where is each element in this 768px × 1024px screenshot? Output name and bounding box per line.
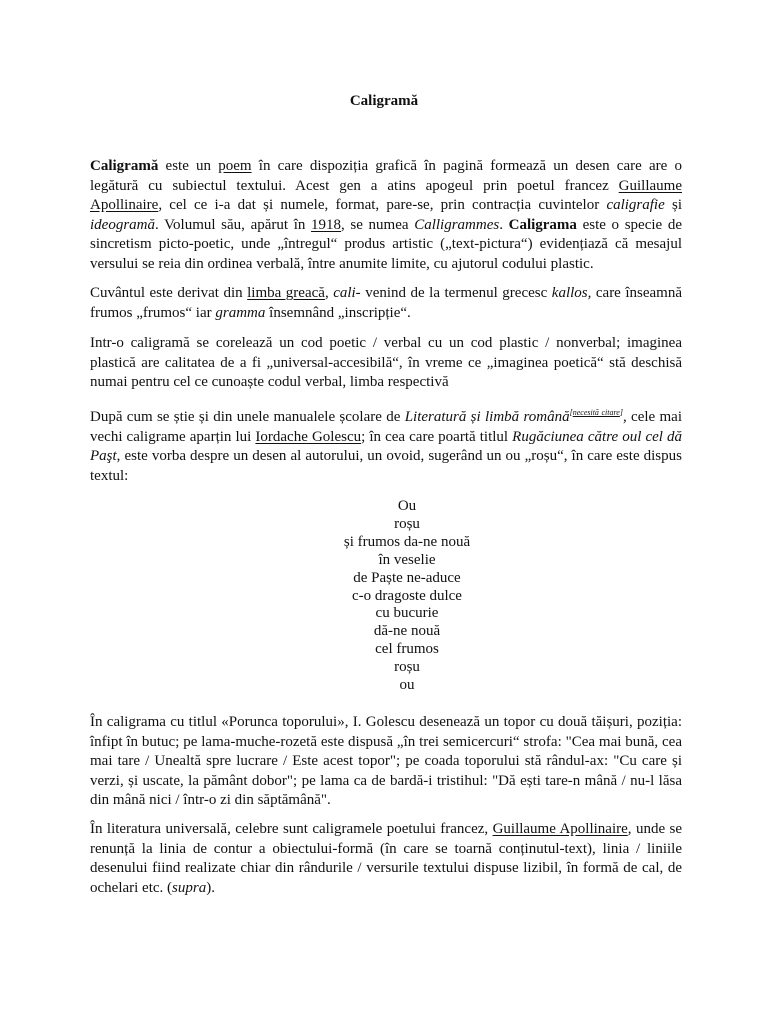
link-poem[interactable]: poem bbox=[218, 158, 252, 174]
italic-term: cali- bbox=[333, 285, 361, 301]
text-run: În literatura universală, celebre sunt caligramele poetului francez, bbox=[90, 821, 493, 837]
paragraph-porunca-toporului bbox=[90, 713, 682, 811]
poem-line: roșu bbox=[394, 515, 420, 532]
document-title: Caligramă bbox=[349, 93, 419, 109]
italic-term: kallos, bbox=[551, 285, 592, 301]
text-run: , cel ce i-a dat și numele, format, pare-se, prin contracția cuvintelor bbox=[158, 197, 607, 214]
poem-line: cel frumos bbox=[375, 641, 439, 658]
text-run: este o specie de sincretism picto-poetic, unde „întregul“ produs artistic („text-pictura“) evidențiază că mesajul versului se reia din ordinea verbală, între anumite limite, cu ajutorul codului plastic. bbox=[90, 216, 682, 272]
italic-term: ideogramă bbox=[90, 216, 155, 233]
citation-bracket: [ bbox=[569, 408, 573, 417]
link-guillaume-apollinaire[interactable]: Guillaume Apollinaire bbox=[90, 177, 682, 214]
poem-line: de Paște ne-aduce bbox=[353, 569, 461, 586]
text-run: și bbox=[664, 197, 682, 214]
citation-bracket: ] bbox=[619, 408, 623, 417]
paragraph-definition bbox=[90, 157, 682, 275]
bold-term: Caligrama bbox=[508, 216, 577, 233]
link-limba-greaca[interactable]: limba greacă bbox=[247, 285, 325, 301]
text-run: . bbox=[499, 216, 509, 233]
paragraph-apollinaire bbox=[90, 820, 682, 898]
poem-line: roșu bbox=[394, 659, 420, 676]
poem-line: cu bucurie bbox=[375, 605, 439, 622]
text-run: însemnând „inscripție“. bbox=[265, 304, 411, 321]
calligram-poem bbox=[90, 498, 724, 695]
paragraph-etymology bbox=[90, 284, 682, 323]
italic-term: caligrafie bbox=[606, 197, 665, 214]
paragraph-codes bbox=[90, 334, 682, 393]
text-run: este un bbox=[158, 158, 219, 174]
text-run: Intr-o caligramă se corelează un cod poetic / verbal cu un cod plastic / nonverbal; imaginea plastică are calitatea de a fi „universal-accesibilă“, în vreme ce „imaginea poetică“ stă deschisă numai pentru cel ce cunoaște codul verbal, limba respectivă bbox=[90, 335, 682, 391]
text-run: , unde se renunță la linia de contur a obiectului-formă (în care se toarnă conținutul-text), linia / liniile desenului fiind realizate chiar din rândurile / versurile textului dispuse lizibil, în formă de cal, de ochelari etc. ( bbox=[90, 821, 682, 896]
text-run: care înseamnă frumos „frumos“ iar bbox=[90, 285, 682, 321]
link-1918[interactable]: 1918 bbox=[311, 216, 342, 233]
poem-line: Ou bbox=[397, 498, 417, 514]
link-iordache-golescu[interactable]: Iordache Golescu bbox=[255, 428, 362, 445]
text-run: Cuvântul este derivat din bbox=[90, 285, 248, 301]
poem-line: în veselie bbox=[378, 551, 436, 568]
citation-needed bbox=[570, 408, 623, 417]
poem-line: și frumos da-ne nouă bbox=[343, 533, 471, 550]
text-run: venind de la termenul grecesc bbox=[360, 285, 552, 301]
italic-term: gramma bbox=[215, 304, 266, 321]
text-run: , se numea bbox=[341, 216, 415, 233]
text-run: ; în cea care poartă titlul bbox=[361, 428, 513, 445]
text-run: în care dispoziția grafică în pagină formează un desen care are o legătură cu subiectul textului. Acest gen a atins apogeul prin poetul francez bbox=[90, 158, 682, 194]
bold-term: Caligramă bbox=[90, 158, 159, 174]
italic-title: Rugăciunea către oul cel dă Paşt bbox=[90, 428, 683, 465]
text-run: ). bbox=[206, 879, 215, 896]
poem-line: dă-ne nouă bbox=[373, 623, 441, 640]
link-guillaume-apollinaire[interactable]: Guillaume Apollinaire bbox=[492, 821, 628, 837]
link-citation-needed[interactable]: necesită citare bbox=[572, 408, 620, 417]
text-run: , cele mai vechi caligrame aparțin lui bbox=[90, 409, 682, 445]
italic-term: supra bbox=[172, 879, 207, 896]
paragraph-golescu bbox=[90, 408, 682, 486]
poem-line: ou bbox=[399, 677, 415, 694]
text-run: , este vorba despre un desen al autorului, un ovoid, sugerând un ou „roșu“, în care este dispus textul: bbox=[90, 448, 682, 484]
italic-title: Literatură și limbă română bbox=[404, 409, 570, 425]
text-run: . Volumul său, apărut în bbox=[155, 216, 312, 233]
italic-title: Calligrammes bbox=[414, 216, 500, 233]
text-run: , bbox=[324, 285, 334, 301]
text-run: În caligrama cu titlul «Porunca toporului», I. Golescu desenează un topor cu două tăișuri, poziția: înfipt în butuc; pe lama-muche-rozetă este dispusă „în trei semicercuri“ strofa: "Cea mai bună, cea mai tare / Unealtă spre lucrare / Este acest topor"; pe coada toporului stă rândul-ax: "Cu care și verzi, și uscate, la pământ dobor"; pe lama ca de bardă-i tristihul: "Dă ești tare-n mână / nu-l lăsa din mână nici / într-o zi din săptămână". bbox=[90, 714, 682, 809]
text-run: După cum se știe și din unele manualele școlare de bbox=[90, 409, 405, 425]
poem-line: c-o dragoste dulce bbox=[352, 587, 462, 604]
